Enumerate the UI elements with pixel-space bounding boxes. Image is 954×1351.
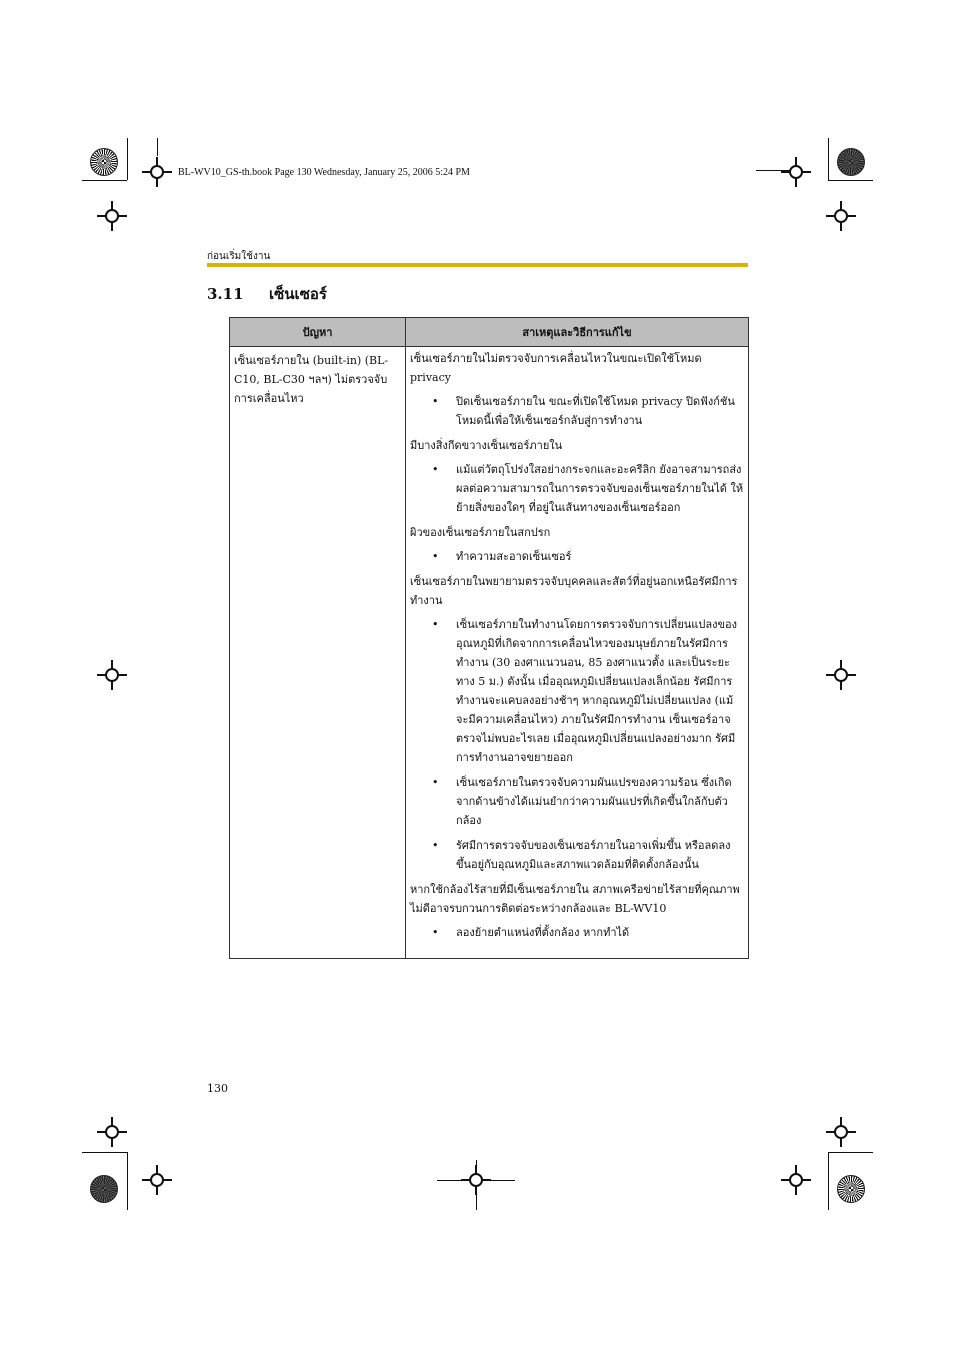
fix-list: [410, 392, 744, 430]
registration-target-icon: [97, 660, 127, 690]
section-title: [207, 282, 327, 306]
fix-list: [410, 547, 744, 566]
registration-target-icon: [142, 1165, 172, 1195]
registration-target-icon: [781, 157, 811, 187]
fix-list: [410, 923, 744, 942]
registration-target-icon: [97, 1117, 127, 1147]
registration-wheel-icon: [90, 148, 118, 176]
crop-line: [82, 180, 127, 181]
registration-wheel-icon: [90, 1175, 118, 1203]
fix-list: [410, 615, 744, 874]
crop-line: [828, 180, 873, 181]
problem-text: เซ็นเซอร์ภายใน (built-in) (BL-C10, BL-C30 ฯลฯ) ไม่ตรวจจับการเคลื่อนไหว: [234, 354, 389, 405]
column-header-problem: ปัญหา: [230, 318, 406, 347]
fix-list: [410, 460, 744, 517]
registration-target-icon: [826, 1117, 856, 1147]
cause-text: ผิวของเซ็นเซอร์ภายในสกปรก: [410, 526, 551, 539]
fix-item: • ทำความสะอาดเซ็นเซอร์: [410, 547, 744, 566]
table-row: [230, 347, 749, 959]
crop-line: [82, 1152, 127, 1153]
crop-line: [157, 138, 158, 156]
problem-cell: [230, 347, 406, 959]
registration-target-icon: [826, 660, 856, 690]
crop-line: [828, 138, 829, 180]
fix-item: • เซ็นเซอร์ภายในทำงานโดยการตรวจจับการเปลี่ยนแปลงของอุณหภูมิที่เกิดจากการเคลื่อนไหวของมนุษย์ภายในรัศมีการทำงาน (30 องศาแนวนอน, 85 องศาแนวตั้ง และเป็นระยะทาง 5 ม.) ดังนั้น เมื่ออุณหภูมิเปลี่ยนแปลงเล็กน้อย รัศมีการทำงานจะแคบลงอย่างช้าๆ หากอุณหภูมิไม่เปลี่ยนแปลง (แม้จะมีความเคลื่อนไหว) ภายในรัศมีการทำงาน เซ็นเซอร์อาจตรวจไม่พบอะไรเลย เมื่ออุณหภูมิเปลี่ยนแปลงอย่างมาก รัศมีการทำงานอาจขยายออก: [410, 615, 744, 767]
fix-item: • แม้แต่วัตถุโปร่งใสอย่างกระจกและอะครีลิก ยังอาจสามารถส่งผลต่อความสามารถในการตรวจจับของเซ็นเซอร์ภายในได้ ให้ย้ายสิ่งของใดๆ ที่อยู่ในเส้นทางของเซ็นเซอร์ออก: [410, 460, 744, 517]
troubleshooting-table: [229, 317, 749, 959]
header-rule: [207, 263, 748, 267]
column-header-solution: สาเหตุและวิธีการแก้ไข: [406, 318, 749, 347]
fix-item: • เซ็นเซอร์ภายในตรวจจับความผันแปรของความร้อน ซึ่งเกิดจากด้านข้างได้แม่นยำกว่าความผันแปรที่เกิดขึ้นใกล้กับตัวกล้อง: [410, 773, 744, 830]
cause-text: หากใช้กล้องไร้สายที่มีเซ็นเซอร์ภายใน สภาพเครือข่ายไร้สายที่คุณภาพไม่ดีอาจรบกวนการติดต่อระหว่างกล้องและ BL-WV10: [410, 883, 740, 915]
crop-line: [127, 1152, 128, 1210]
crop-line: [828, 1152, 829, 1210]
section-title-text: เซ็นเซอร์: [269, 285, 327, 303]
crop-line: [828, 1152, 873, 1153]
fix-item: • ปิดเซ็นเซอร์ภายใน ขณะที่เปิดใช้โหมด privacy ปิดฟังก์ชันโหมดนี้เพื่อให้เซ็นเซอร์กลับสู่การทำงาน: [410, 392, 744, 430]
registration-wheel-icon: [837, 148, 865, 176]
table-header-row: [230, 318, 749, 347]
registration-target-icon: [826, 201, 856, 231]
fix-item: • รัศมีการตรวจจับของเซ็นเซอร์ภายในอาจเพิ่มขึ้น หรือลดลงขึ้นอยู่กับอุณหภูมิและสภาพแวดล้อมที่ติดตั้งกล้องนั้น: [410, 836, 744, 874]
section-number: 3.11: [207, 285, 244, 303]
running-head: ก่อนเริ่มใช้งาน: [207, 251, 271, 262]
fix-item: • ลองย้ายตำแหน่งที่ตั้งกล้อง หากทำได้: [410, 923, 744, 942]
page-number: 130: [207, 1082, 228, 1095]
book-info: BL-WV10_GS-th.book Page 130 Wednesday, January 25, 2006 5:24 PM: [178, 167, 470, 178]
crop-line: [127, 138, 128, 180]
registration-target-icon: [142, 157, 172, 187]
registration-target-icon: [461, 1165, 491, 1195]
cause-text: มีบางสิ่งกีดขวางเซ็นเซอร์ภายใน: [410, 439, 563, 452]
cause-text: เซ็นเซอร์ภายในพยายามตรวจจับบุคคลและสัตว์ที่อยู่นอกเหนือรัศมีการทำงาน: [410, 575, 738, 607]
solution-cell: [406, 347, 749, 959]
registration-target-icon: [781, 1165, 811, 1195]
registration-wheel-icon: [837, 1175, 865, 1203]
registration-target-icon: [97, 201, 127, 231]
cause-text: เซ็นเซอร์ภายในไม่ตรวจจับการเคลื่อนไหวในขณะเปิดใช้โหมด privacy: [410, 352, 702, 384]
